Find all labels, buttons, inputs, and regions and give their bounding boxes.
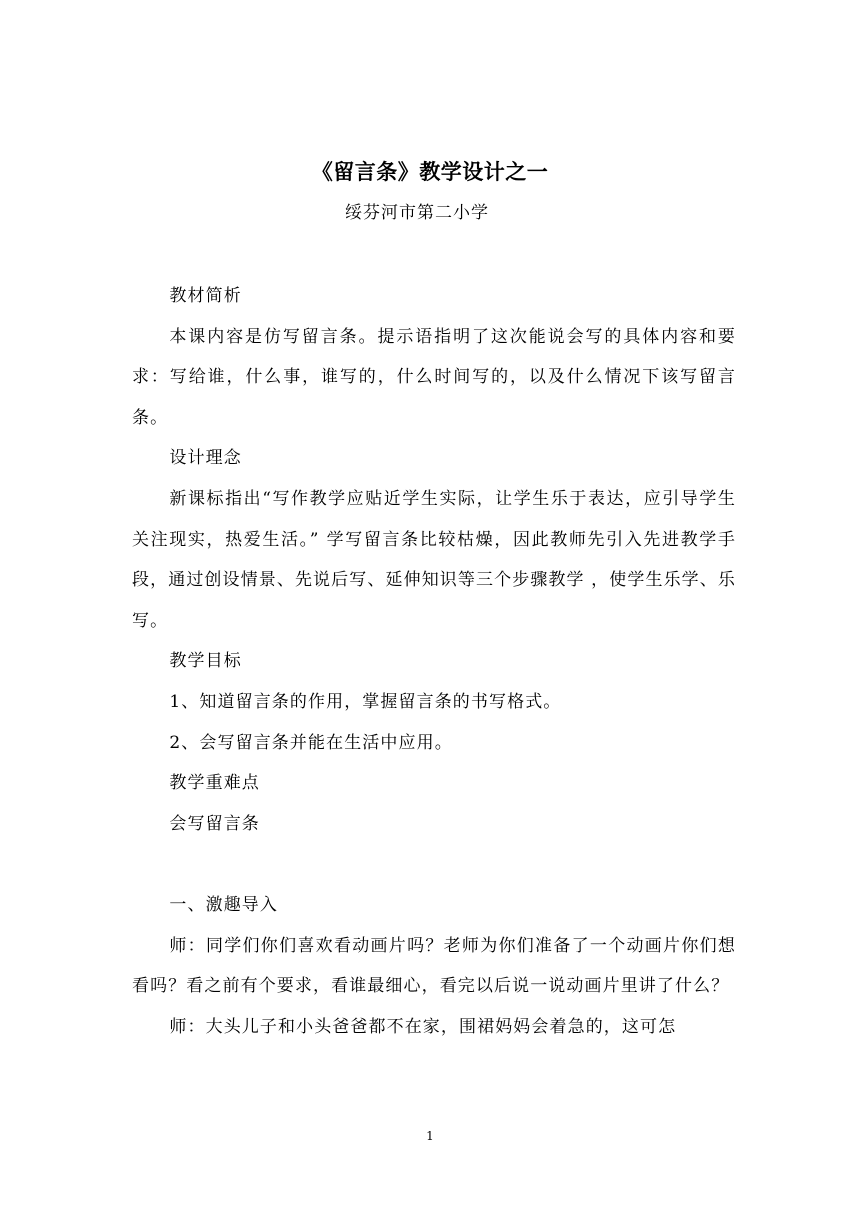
section-heading-introduction: 一、激趣导入 — [169, 894, 278, 915]
paragraph-material-analysis: 本课内容是仿写留言条。提示语指明了这次能说会写的具体内容和要求：写给谁，什么事，谁写的，什么时间写的，以及什么情况下该写留言条。 — [132, 326, 736, 428]
paragraph-key-points: 会写留言条 — [169, 813, 260, 834]
paragraph-teacher-statement: 师：大头儿子和小头爸爸都不在家，围裙妈妈会着急的，这可怎 — [169, 1016, 677, 1037]
document-title: 《留言条》教学设计之一 — [311, 159, 549, 184]
list-item-goal-1: 1、知道留言条的作用，掌握留言条的书写格式。 — [169, 691, 562, 712]
document-body — [132, 276, 736, 1047]
section-heading-key-points: 教学重难点 — [169, 773, 260, 794]
paragraph-design-concept: 新课标指出“写作教学应贴近学生实际，让学生乐于表达，应引导学生关注现实，热爱生活。” 学写留言条比较枯燥，因此教师先引入先进教学手段，通过创设情景、先说后写、延伸知识等三个步骤教学 ，使学生乐学、乐写。 — [132, 488, 736, 631]
document-subtitle: 绥芬河市第二小学 — [345, 203, 489, 223]
list-item-goal-2: 2、会写留言条并能在生活中应用。 — [169, 732, 453, 753]
section-heading-teaching-goals: 教学目标 — [169, 651, 242, 672]
blank-line — [132, 844, 736, 885]
section-heading-design-concept: 设计理念 — [169, 448, 242, 469]
section-heading-material-analysis: 教材简析 — [169, 286, 242, 306]
paragraph-teacher-question: 师：同学们你们喜欢看动画片吗？老师为你们准备了一个动画片你们想看吗？看之前有个要求，看谁最细心，看完以后说一说动画片里讲了什么？ — [132, 935, 736, 997]
page-number: 1 — [426, 1129, 434, 1143]
